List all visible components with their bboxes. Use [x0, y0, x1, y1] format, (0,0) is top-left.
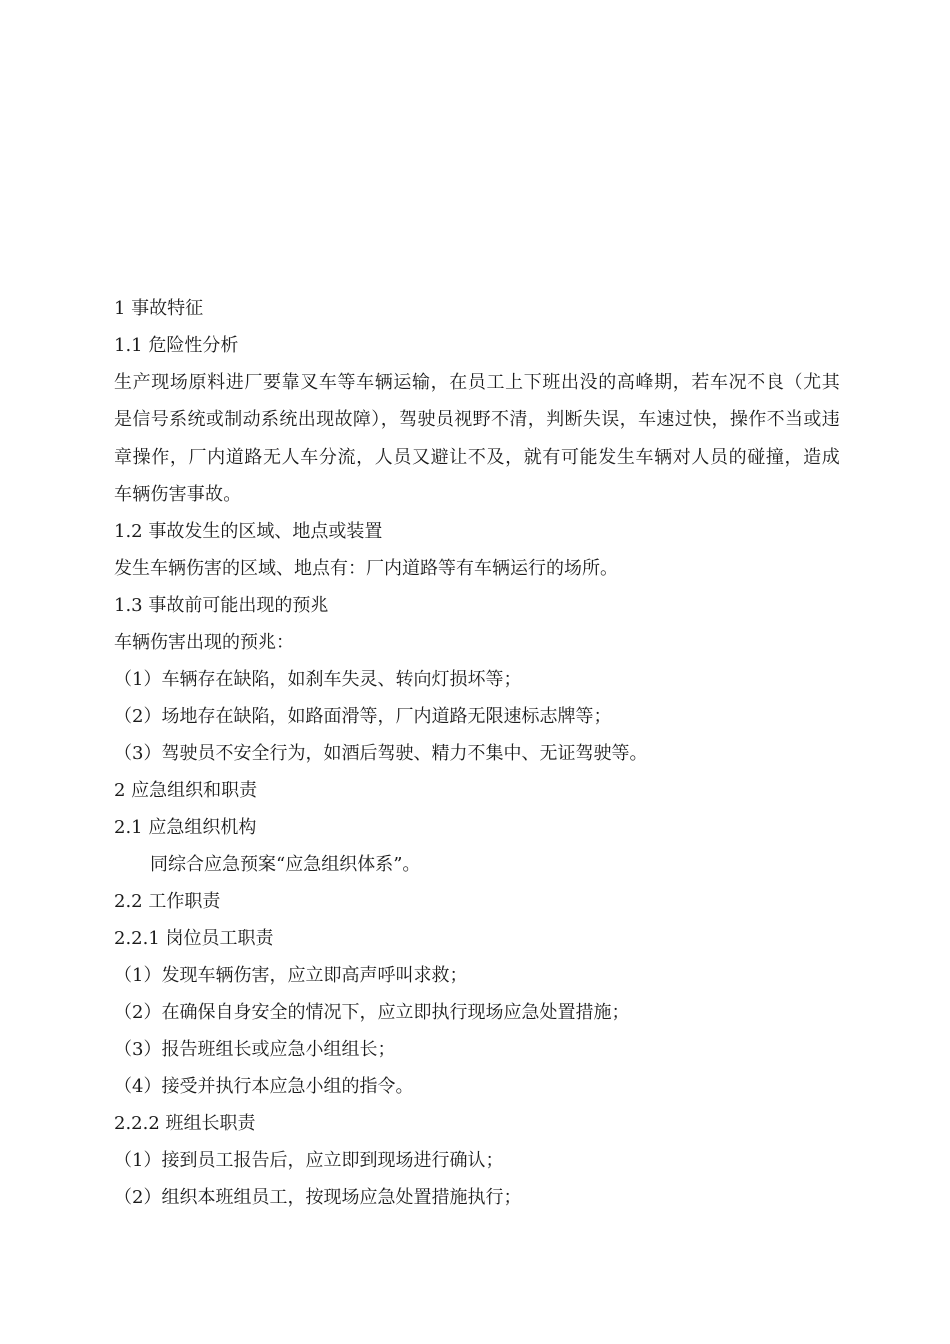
list-item: （3）驾驶员不安全行为，如酒后驾驶、精力不集中、无证驾驶等。: [114, 743, 648, 765]
list-item: （2）场地存在缺陷，如路面滑等，厂内道路无限速标志牌等；: [114, 706, 612, 728]
body-paragraph: 发生车辆伤害的区域、地点有：厂内道路等有车辆运行的场所。: [114, 558, 618, 580]
subsection-heading: 2.1 应急组织机构: [114, 817, 257, 839]
subsection-heading: 2.2 工作职责: [114, 891, 221, 913]
body-paragraph: 车辆伤害出现的预兆：: [114, 632, 294, 654]
document-body: [114, 290, 840, 1216]
list-item: （2）在确保自身安全的情况下，应立即执行现场应急处置措施；: [114, 1002, 630, 1024]
list-item: （4）接受并执行本应急小组的指令。: [114, 1076, 414, 1098]
subsubsection-heading: 2.2.2 班组长职责: [114, 1113, 256, 1135]
list-item: （3）报告班组长或应急小组组长；: [114, 1039, 396, 1061]
list-item: （1）车辆存在缺陷，如刹车失灵、转向灯损坏等；: [114, 669, 522, 691]
subsubsection-heading: 2.2.1 岗位员工职责: [114, 928, 274, 950]
subsection-heading: 1.2 事故发生的区域、地点或装置: [114, 521, 383, 543]
body-paragraph: 生产现场原料进厂要靠叉车等车辆运输，在员工上下班出没的高峰期，若车况不良（尤其是信号系统或制动系统出现故障），驾驶员视野不清，判断失误，车速过快，操作不当或违章操作，厂内道路无人车分流，人员又避让不及，就有可能发生车辆对人员的碰撞，造成车辆伤害事故。: [114, 372, 840, 505]
section-heading: 2 应急组织和职责: [114, 780, 258, 802]
body-paragraph: 同综合应急预案“应急组织体系”。: [150, 854, 421, 876]
list-item: （1）发现车辆伤害，应立即高声呼叫求救；: [114, 965, 468, 987]
list-item: （2）组织本班组员工，按现场应急处置措施执行；: [114, 1187, 522, 1209]
subsection-heading: 1.1 危险性分析: [114, 335, 239, 356]
list-item: （1）接到员工报告后，应立即到现场进行确认；: [114, 1150, 504, 1172]
subsection-heading: 1.3 事故前可能出现的预兆: [114, 595, 329, 617]
section-heading: 1 事故特征: [114, 298, 204, 319]
